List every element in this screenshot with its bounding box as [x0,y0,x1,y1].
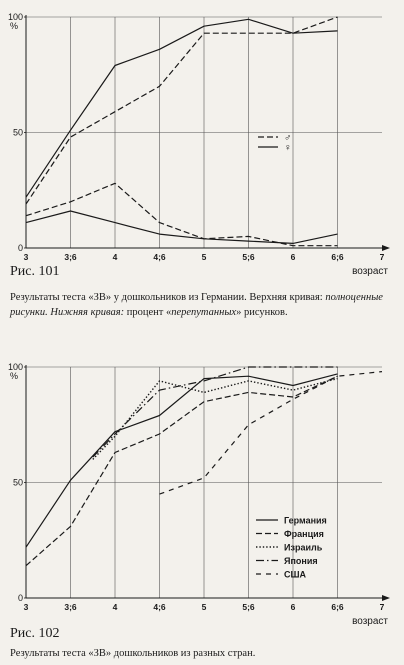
y-tick-label: 100 [7,362,23,372]
legend-label: Германия [284,515,327,526]
legend-label: ♂ [284,132,292,144]
y-unit-label: % [9,21,18,31]
series-line-longdash [160,372,383,495]
caption-101-part-5: » рисунков. [236,307,288,318]
x-tick-label: 6 [290,252,296,262]
series-line-upper-solid [26,19,338,197]
x-tick-label: 3 [23,602,29,612]
figure-101-label: Рис. 101 [10,264,60,279]
chart-figure-101 [0,0,404,285]
x-tick-label: 6;6 [331,252,344,262]
x-tick-label: 5 [201,602,207,612]
caption-101-part-2: полноценные рисунки. Нижняя кривая: [10,292,383,318]
x-tick-label: 6 [290,602,296,612]
x-tick-label: 4 [112,602,118,612]
y-tick-label: 100 [7,12,23,22]
x-tick-label: 5;6 [242,602,255,612]
y-tick-label: 0 [17,243,23,253]
x-tick-label: 4;6 [153,252,166,262]
series-line-upper-dashed [26,17,338,204]
x-tick-label: 3 [23,252,29,262]
legend-label: США [284,569,307,580]
caption-101-part-4: перепутанных [171,307,237,318]
caption-101-part-3: процент « [126,307,172,318]
series-line-dashdot [93,367,338,457]
legend-label: Япония [284,556,318,566]
y-tick-label: 50 [12,127,23,138]
caption-101-part-1: Результаты теста «ЗВ» у дошкольников из Германии. Верхняя кривая: [10,292,323,303]
y-unit-label: % [9,371,18,381]
x-tick-label: 3;6 [64,602,77,612]
y-tick-label: 0 [17,593,23,603]
x-tick-label: 6;6 [331,602,344,612]
x-axis-title: возраст [352,266,388,277]
legend-label: ♀ [284,142,292,154]
x-axis-arrow [382,245,390,251]
x-tick-label: 4 [112,252,118,262]
x-axis-arrow [382,595,390,601]
x-tick-label: 3;6 [64,252,77,262]
legend-label: Франция [284,529,324,539]
x-axis-title: возраст [352,616,388,627]
figure-101-caption [10,290,394,320]
figure-102-label: Рис. 102 [10,626,60,641]
x-tick-label: 7 [379,602,385,612]
series-line-lower-solid [26,211,338,243]
x-tick-label: 4;6 [153,602,166,612]
x-tick-label: 5 [201,252,207,262]
legend-label: Израиль [284,542,323,553]
x-tick-label: 7 [379,252,385,262]
x-tick-label: 5;6 [242,252,255,262]
chart-figure-102 [0,352,404,627]
y-tick-label: 50 [12,477,23,488]
figure-102-caption: Результаты теста «ЗВ» дошкольников из разных стран. [10,648,256,659]
